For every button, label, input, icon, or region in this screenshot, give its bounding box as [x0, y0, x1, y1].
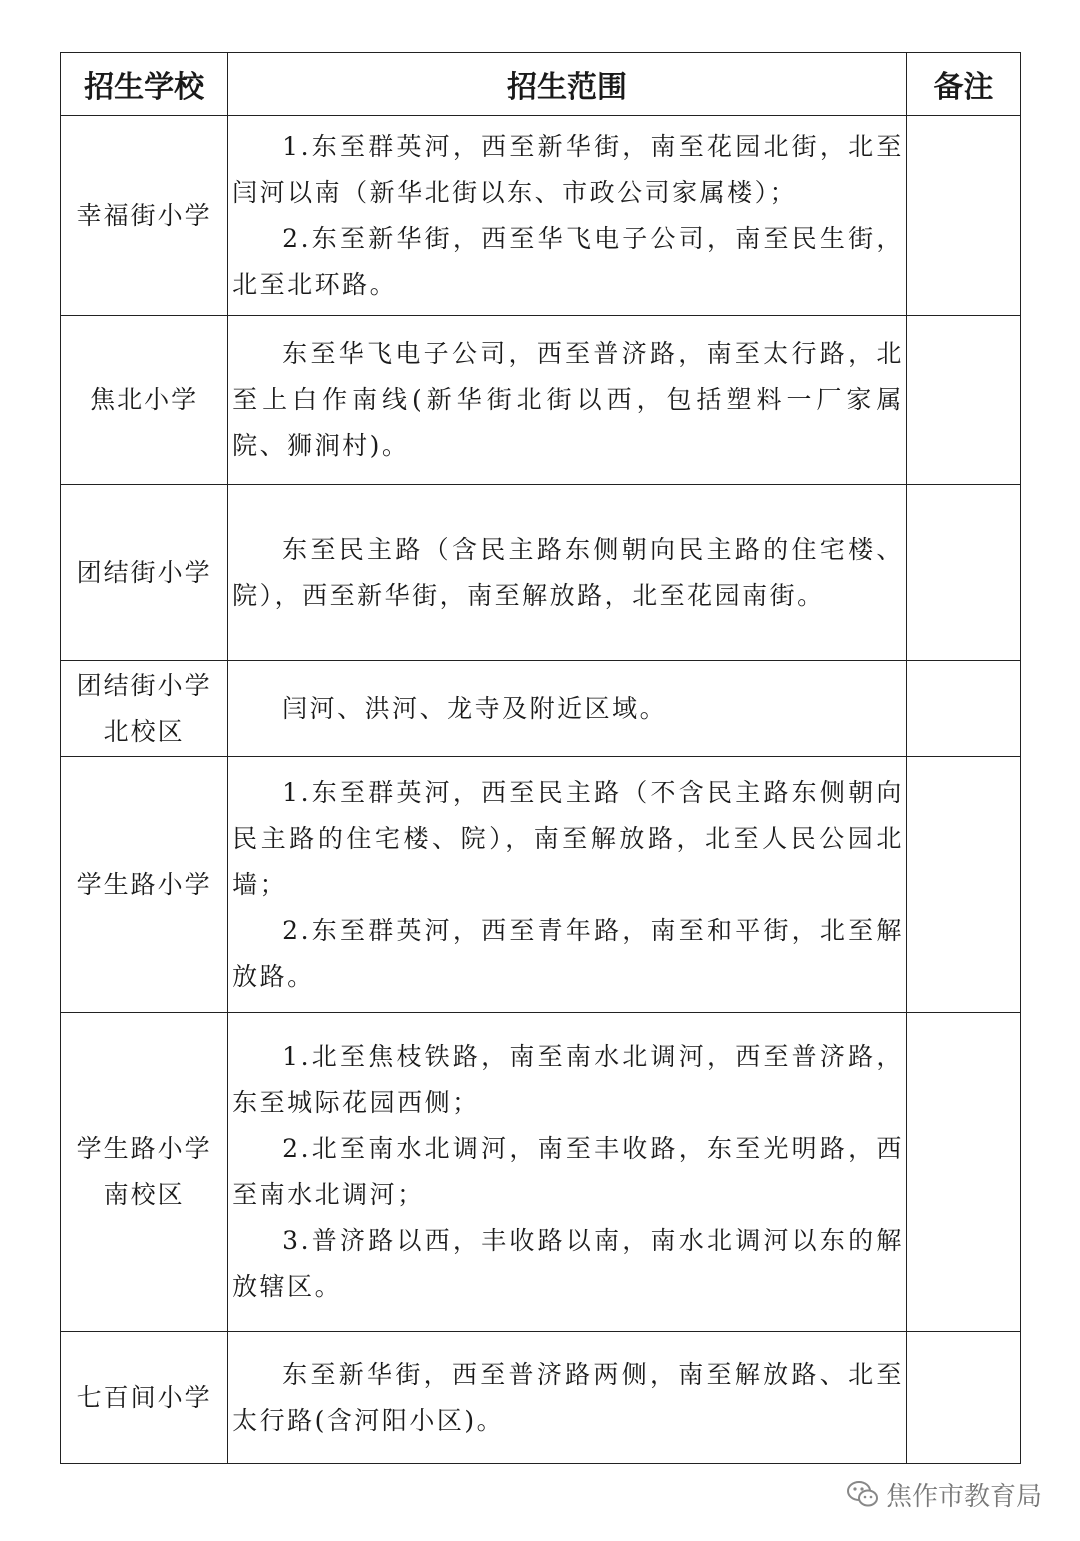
enrollment-range — [228, 116, 907, 316]
range-paragraph: 1.北至焦枝铁路，南至南水北调河，西至普济路，东至城际花园西侧； — [232, 1042, 904, 1117]
header-school: 招生学校 — [61, 53, 228, 116]
range-paragraph: 2.东至群英河，西至青年路，南至和平街，北至解放路。 — [232, 915, 904, 991]
enrollment-range — [228, 661, 907, 757]
header-note: 备注 — [906, 53, 1020, 116]
enrollment-range — [228, 757, 907, 1013]
school-name: 学生路小学 — [61, 757, 228, 1013]
school-name: 学生路小学南校区 — [61, 1013, 228, 1332]
table-row — [61, 661, 1021, 757]
school-name: 焦北小学 — [61, 316, 228, 485]
range-paragraph: 东至华飞电子公司，西至普济路，南至太行路，北至上白作南线(新华街北街以西，包括塑料一厂家属院、狮涧村)。 — [232, 339, 904, 460]
enrollment-zone-table — [60, 52, 1021, 1464]
range-paragraph: 1.东至群英河，西至民主路（不含民主路东侧朝向民主路的住宅楼、院），南至解放路，北至人民公园北墙； — [232, 777, 904, 899]
range-paragraph: 2.北至南水北调河，南至丰收路，东至光明路，西至南水北调河； — [232, 1134, 904, 1209]
range-paragraph: 东至民主路（含民主路东侧朝向民主路的住宅楼、院），西至新华街，南至解放路，北至花园南街。 — [232, 534, 904, 610]
school-name: 团结街小学 — [61, 485, 228, 661]
school-name: 幸福街小学 — [61, 116, 228, 316]
account-name: 焦作市教育局 — [886, 1481, 1043, 1512]
school-name: 七百间小学 — [61, 1332, 228, 1464]
range-paragraph: 3.普济路以西，丰收路以南，南水北调河以东的解放辖区。 — [232, 1226, 904, 1301]
table-row — [61, 116, 1021, 316]
table-header-row — [61, 53, 1021, 116]
range-paragraph: 1.东至群英河，西至新华街，南至花园北街，北至闫河以南（新华北街以东、市政公司家属楼）； — [232, 131, 904, 207]
account-watermark — [846, 1476, 1042, 1512]
note-cell — [906, 316, 1020, 485]
note-cell — [906, 116, 1020, 316]
table-row — [61, 1332, 1021, 1464]
note-cell — [906, 1332, 1020, 1464]
wechat-icon — [846, 1479, 880, 1509]
school-name: 团结街小学北校区 — [61, 661, 228, 757]
range-paragraph: 2.东至新华街，西至华飞电子公司，南至民生街，北至北环路。 — [232, 223, 904, 299]
table-row — [61, 316, 1021, 485]
note-cell — [906, 757, 1020, 1013]
enrollment-range — [228, 1332, 907, 1464]
header-range: 招生范围 — [228, 53, 907, 116]
table-row — [61, 757, 1021, 1013]
note-cell — [906, 661, 1020, 757]
table-row — [61, 1013, 1021, 1332]
enrollment-range — [228, 316, 907, 485]
note-cell — [906, 1013, 1020, 1332]
range-paragraph: 东至新华街，西至普济路两侧，南至解放路、北至太行路(含河阳小区)。 — [232, 1359, 904, 1435]
note-cell — [906, 485, 1020, 661]
range-paragraph: 闫河、洪河、龙寺及附近区域。 — [282, 693, 668, 723]
enrollment-range — [228, 485, 907, 661]
table-row — [61, 485, 1021, 661]
enrollment-range — [228, 1013, 907, 1332]
